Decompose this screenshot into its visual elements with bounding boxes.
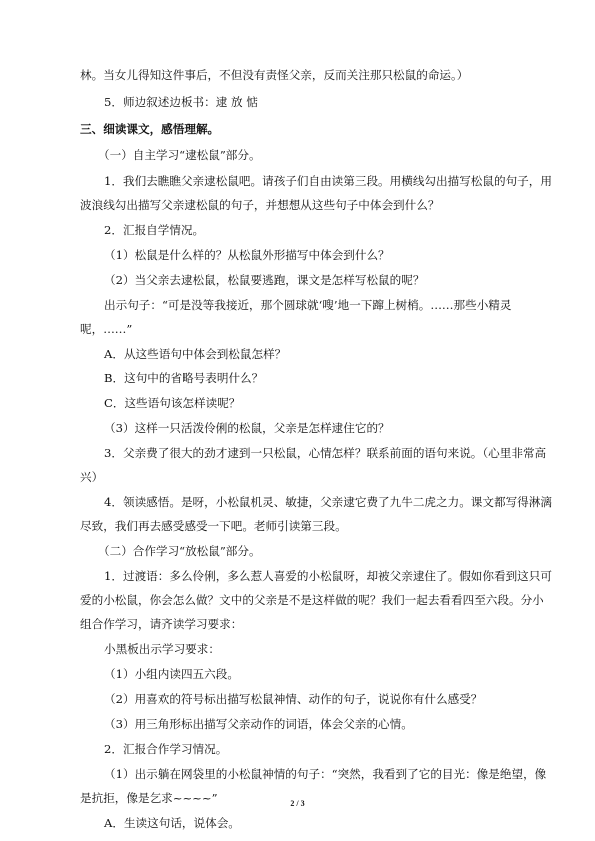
text-line-24: 小黑板出示学习要求：	[104, 642, 220, 656]
text-line-10: 出示句子：“可是没等我接近，那个圆球就‘嗖’地一下蹿上树梢。……那些小精灵	[104, 298, 512, 312]
text-line-23: 组合作学习，请齐读学习要求：	[80, 617, 243, 631]
text-line-15: （3）这样一只活泼伶俐的松鼠，父亲是怎样逮住它的？	[104, 421, 390, 435]
text-line-14: C．这些语句该怎样读呢？	[104, 396, 241, 410]
text-line-31: A．生读这句话，说体会。	[104, 816, 240, 830]
subsection-heading-1: （一）自主学习“逮松鼠”部分。	[98, 148, 261, 162]
text-line-18: 4．领读感悟。是呀，小松鼠机灵、敏捷，父亲逮它费了九牛二虎之力。课文都写得淋漓	[104, 495, 552, 509]
text-line-28: 2．汇报合作学习情况。	[104, 742, 228, 756]
text-line-13: B．这句中的省略号表明什么？	[104, 371, 264, 385]
text-line-29: （1）出示躺在网袋里的小松鼠神情的句子：“突然，我看到了它的目光：像是绝望，像	[104, 767, 547, 781]
text-line-27: （3）用三角形标出描写父亲动作的词语，体会父亲的心情。	[104, 717, 413, 731]
text-line-19: 尽致，我们再去感受感受一下吧。老师引读第三段。	[80, 519, 347, 533]
text-line-6: 波浪线勾出描写父亲逮松鼠的句子，并想想从这些句子中体会到什么？	[80, 198, 440, 212]
text-line-1: 林。当女儿得知这件事后，不但没有责怪父亲，反而关注那只松鼠的命运。）	[80, 68, 469, 82]
text-line-7: 2．汇报自学情况。	[104, 223, 205, 237]
subsection-heading-2: （二）合作学习“放松鼠”部分。	[98, 544, 261, 558]
text-line-5: 1．我们去瞧瞧父亲逮松鼠吧。请孩子们自由读第三段。用横线勾出描写松鼠的句子，用	[104, 174, 552, 188]
text-line-30: 是抗拒，像是乞求~~~~”	[80, 791, 218, 805]
text-line-25: （1）小组内读四五六段。	[104, 667, 239, 681]
text-line-11: 呢，……”	[80, 322, 133, 336]
text-line-22: 爱的小松鼠，你会怎么做？文中的父亲是不是这样做的呢？我们一起去看看四至六段。分小	[80, 593, 544, 607]
text-line-21: 1．过渡语：多么伶俐，多么惹人喜爱的小松鼠呀，却被父亲逮住了。假如你看到这只可	[104, 569, 552, 583]
text-line-9: （2）当父亲去逮松鼠，松鼠要逃跑，课文是怎样写松鼠的呢？	[104, 273, 425, 287]
page-number: 2 / 3	[290, 799, 305, 808]
text-line-2: 5．师边叙述边板书：逮 放 惦	[104, 95, 258, 109]
text-line-17: 兴）	[80, 470, 104, 484]
text-line-8: （1）松鼠是什么样的？从松鼠外形描写中体会到什么？	[104, 248, 390, 262]
text-line-26: （2）用喜欢的符号标出描写松鼠神情、动作的句子，说说你有什么感受？	[104, 692, 483, 706]
text-line-12: A．从这些语句中体会到松鼠怎样？	[104, 347, 287, 361]
text-line-16: 3．父亲费了很大的劲才逮到一只松鼠，心情怎样？联系前面的语句来说。（心里非常高	[104, 446, 547, 460]
section-heading-3: 三、细读课文，感悟理解。	[80, 122, 220, 136]
